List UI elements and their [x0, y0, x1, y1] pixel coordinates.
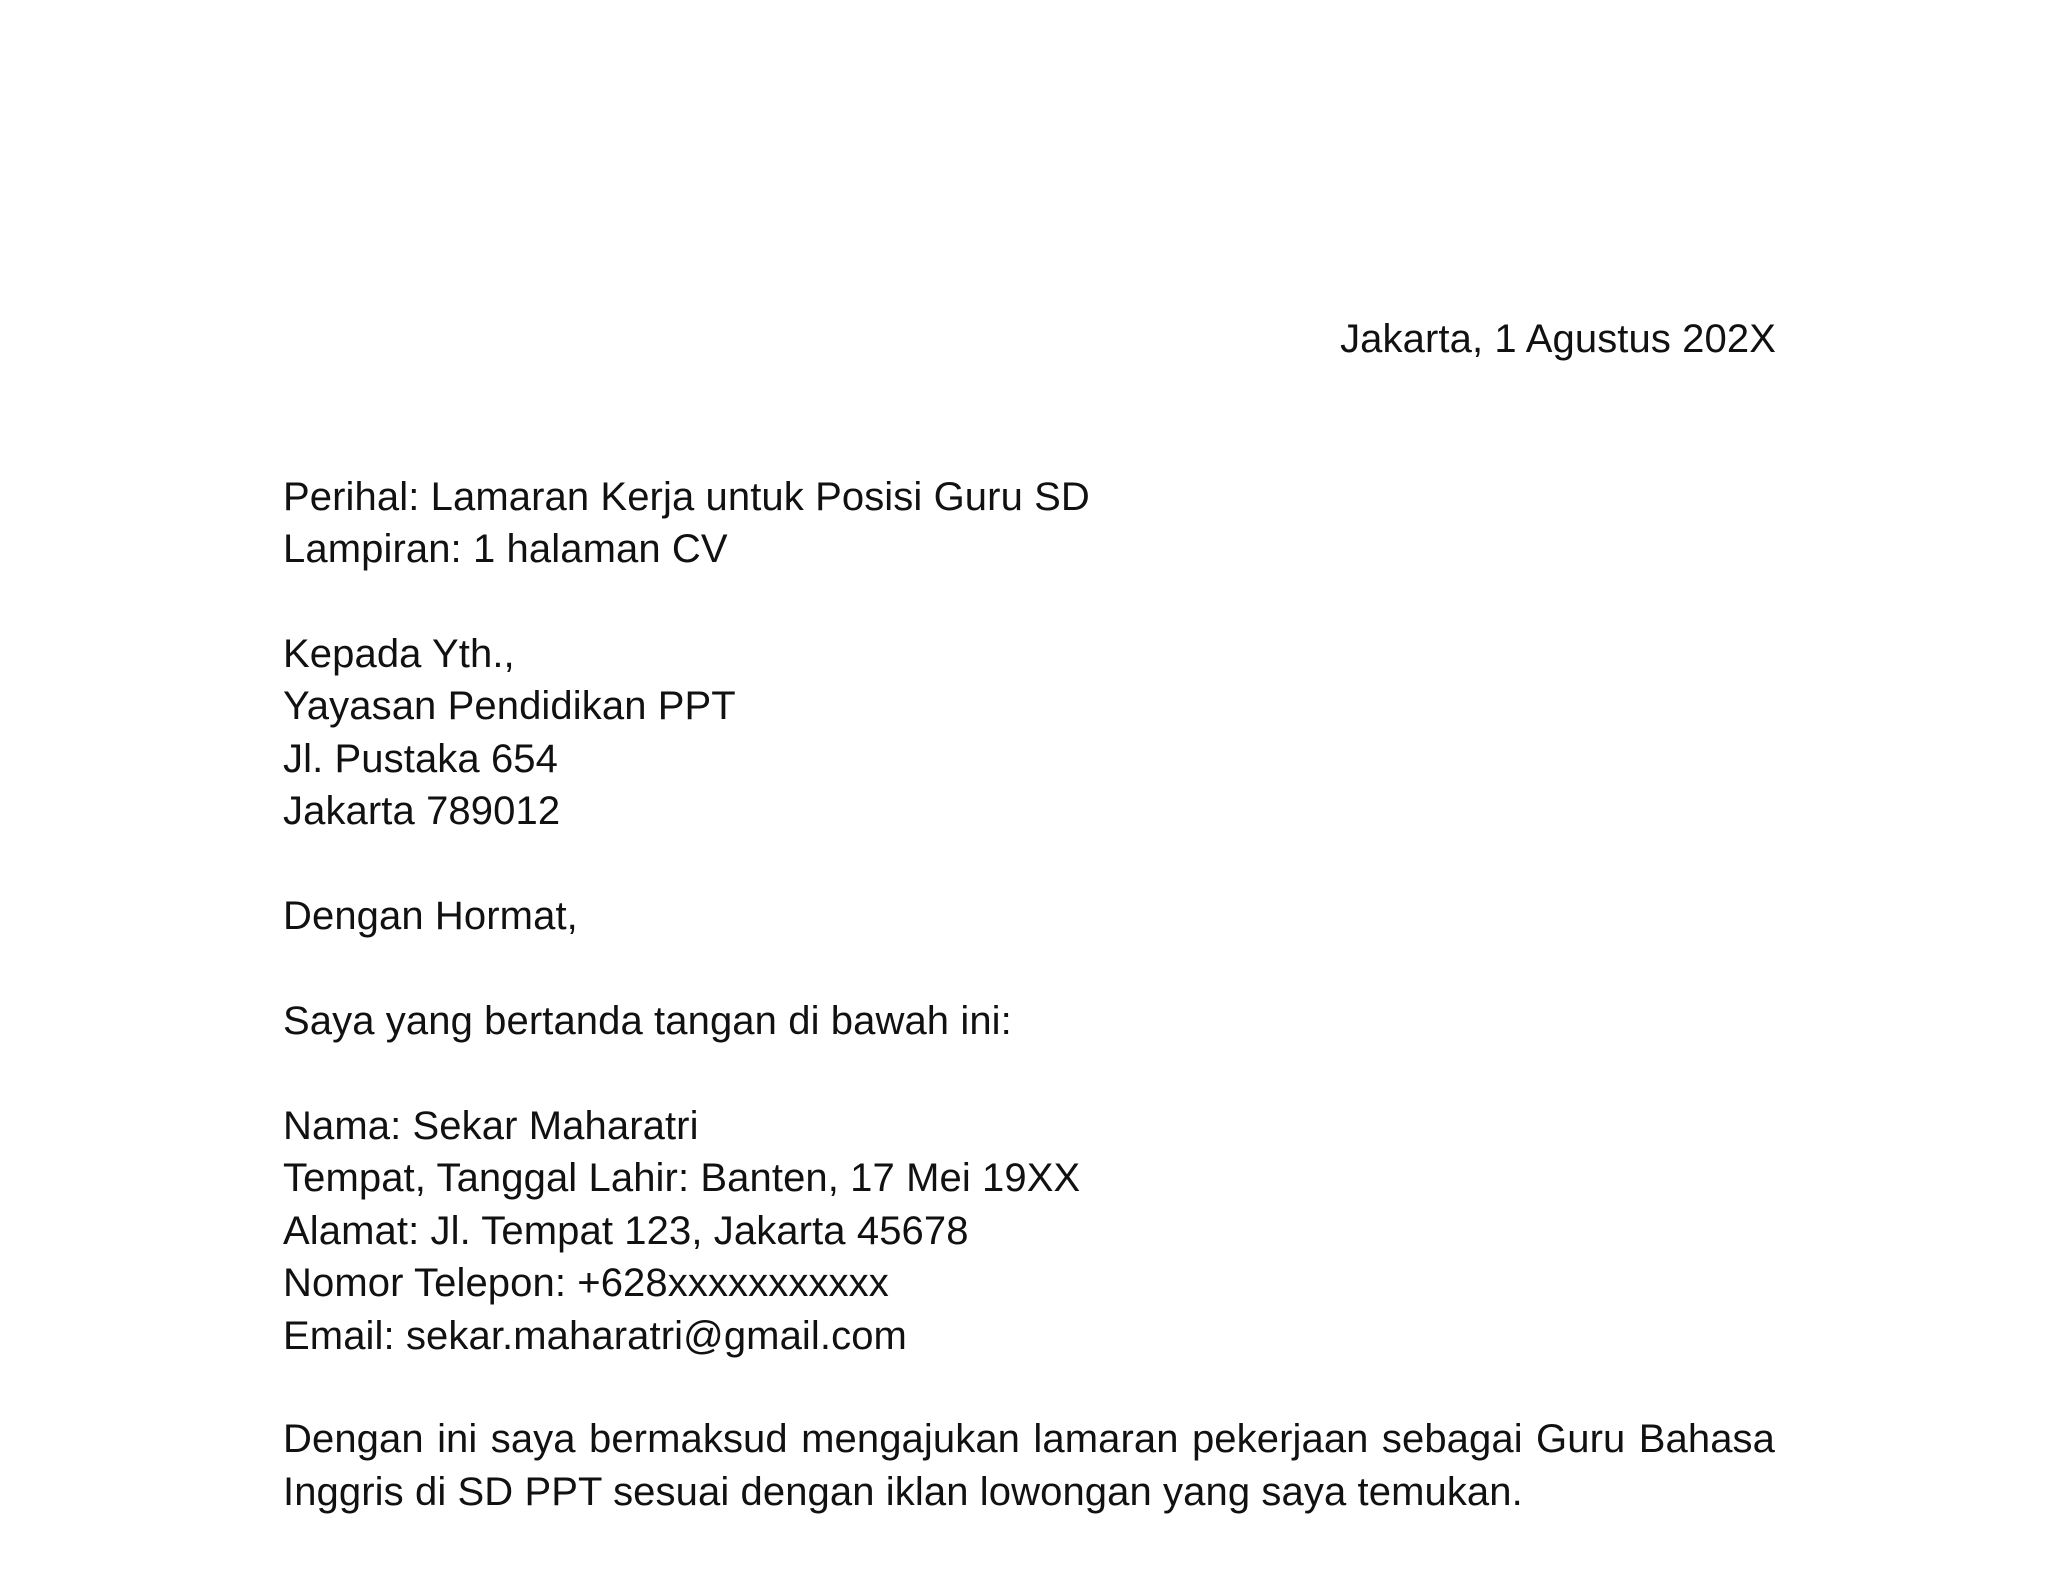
applicant-name: Nama: Sekar Maharatri: [283, 1104, 699, 1148]
letter-date: Jakarta, 1 Agustus 202X: [1340, 317, 1776, 361]
letter-greeting: Dengan Hormat,: [283, 894, 578, 938]
recipient-salutation: Kepada Yth.,: [283, 632, 515, 676]
letter-body-paragraph: Dengan ini saya bermaksud mengajukan lamaran pekerjaan sebagai Guru Bahasa Inggris di SD PPT sesuai dengan iklan lowongan yang saya temukan.: [283, 1417, 1775, 1514]
applicant-phone: Nomor Telepon: +628xxxxxxxxxxx: [283, 1261, 889, 1305]
recipient-organization: Yayasan Pendidikan PPT: [283, 684, 736, 728]
applicant-email: Email: sekar.maharatri@gmail.com: [283, 1314, 907, 1358]
letter-subject: Perihal: Lamaran Kerja untuk Posisi Guru SD: [283, 475, 1090, 519]
letter-attachment: Lampiran: 1 halaman CV: [283, 527, 728, 571]
letter-intro: Saya yang bertanda tangan di bawah ini:: [283, 999, 1012, 1043]
applicant-address: Alamat: Jl. Tempat 123, Jakarta 45678: [283, 1209, 969, 1253]
recipient-street: Jl. Pustaka 654: [283, 737, 558, 781]
recipient-city: Jakarta 789012: [283, 789, 561, 833]
applicant-birth: Tempat, Tanggal Lahir: Banten, 17 Mei 19XX: [283, 1156, 1081, 1200]
